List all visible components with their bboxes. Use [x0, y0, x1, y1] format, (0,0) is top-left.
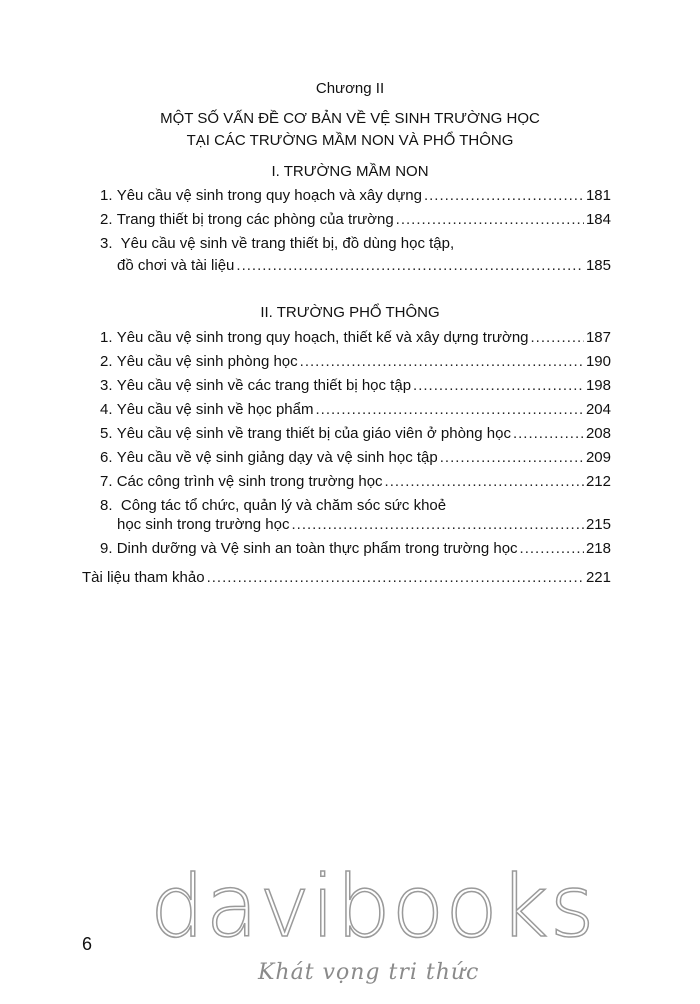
- toc-entry-number: 8.: [100, 497, 113, 514]
- toc-entry-title: Yêu cầu vệ sinh trong quy hoạch và xây dựng: [116, 187, 422, 204]
- toc-entry[interactable]: [100, 353, 611, 370]
- toc-entry-title: học sinh trong trường học: [117, 516, 290, 533]
- toc-entry[interactable]: [117, 516, 611, 533]
- toc-entry-title: Dinh dưỡng và Vệ sinh an toàn thực phẩm trong trường học: [116, 540, 518, 557]
- toc-entry-first-line[interactable]: [100, 235, 454, 252]
- toc-entry[interactable]: [100, 377, 611, 394]
- toc-entry-title: Các công trình vệ sinh trong trường học: [116, 473, 383, 490]
- toc-entry-page: 218: [585, 540, 611, 557]
- dot-leader: [520, 540, 584, 557]
- dot-leader: [300, 353, 584, 370]
- toc-entry-title: Tài liệu tham khảo: [82, 569, 205, 586]
- toc-entry[interactable]: [100, 211, 611, 228]
- toc-entry-number: 5.: [100, 425, 113, 442]
- dot-leader: [236, 257, 584, 274]
- dot-leader: [413, 377, 584, 394]
- toc-entry[interactable]: [100, 449, 611, 466]
- toc-entry[interactable]: [100, 540, 611, 557]
- toc-entry-number: 4.: [100, 401, 113, 418]
- toc-entry-page: 185: [585, 257, 611, 274]
- toc-entry-title: Yêu cầu vệ sinh về các trang thiết bị học tập: [116, 377, 412, 394]
- toc-entry-number: 7.: [100, 473, 113, 490]
- watermark-tagline: Khát vọng tri thức: [258, 960, 480, 985]
- toc-entry[interactable]: [117, 257, 611, 274]
- toc-entry-title: Yêu cầu về vệ sinh giảng dạy và vệ sinh học tập: [116, 449, 438, 466]
- toc-entry-page: 187: [585, 329, 611, 346]
- toc-entry-page: 204: [585, 401, 611, 418]
- toc-entry-number: 2.: [100, 211, 113, 228]
- toc-entry-page: 190: [585, 353, 611, 370]
- toc-entry-number: 1.: [100, 329, 113, 346]
- chapter-title-line-2: TẠI CÁC TRƯỜNG MẦM NON VÀ PHỔ THÔNG: [186, 132, 514, 149]
- toc-entry-page: 209: [585, 449, 611, 466]
- section-title-mam-non: I. TRƯỜNG MẦM NON: [271, 163, 429, 180]
- toc-entry-title-line-1: Công tác tổ chức, quản lý và chăm sóc sức khoẻ: [120, 497, 447, 514]
- toc-entry[interactable]: [100, 329, 611, 346]
- watermark-logo: davibooks: [150, 857, 596, 957]
- dot-leader: [207, 569, 584, 586]
- dot-leader: [315, 401, 583, 418]
- toc-entry-title: Yêu cầu vệ sinh về trang thiết bị của giáo viên ở phòng học: [116, 425, 511, 442]
- toc-entry-number: 2.: [100, 353, 113, 370]
- toc-entry-number: 3.: [100, 235, 113, 252]
- toc-entry-page: 184: [585, 211, 611, 228]
- dot-leader: [531, 329, 584, 346]
- page-number: 6: [82, 934, 93, 954]
- toc-entry-first-line[interactable]: [100, 497, 446, 514]
- toc-entry-references[interactable]: [82, 569, 611, 586]
- chapter-title-line-1: MỘT SỐ VẤN ĐỀ CƠ BẢN VỀ VỆ SINH TRƯỜNG HỌC: [160, 110, 540, 127]
- toc-entry-title: Yêu cầu vệ sinh về học phẩm: [116, 401, 314, 418]
- toc-entry-title: đồ chơi và tài liệu: [117, 257, 235, 274]
- toc-entry-page: 212: [585, 473, 611, 490]
- chapter-title: [0, 108, 700, 152]
- toc-entry-page: 181: [585, 187, 611, 204]
- dot-leader: [440, 449, 584, 466]
- toc-entry-title: Yêu cầu vệ sinh trong quy hoạch, thiết kế và xây dựng trường: [116, 329, 529, 346]
- toc-entry-title: Trang thiết bị trong các phòng của trường: [116, 211, 394, 228]
- toc-entry-number: 3.: [100, 377, 113, 394]
- chapter-label: Chương II: [315, 80, 385, 97]
- toc-entry[interactable]: [100, 473, 611, 490]
- toc-entry-title: Yêu cầu vệ sinh phòng học: [116, 353, 298, 370]
- dot-leader: [385, 473, 584, 490]
- toc-entry-number: 9.: [100, 540, 113, 557]
- toc-entry-page: 215: [585, 516, 611, 533]
- section-title-pho-thong: II. TRƯỜNG PHỔ THÔNG: [260, 304, 440, 321]
- toc-entry[interactable]: [100, 401, 611, 418]
- dot-leader: [291, 516, 583, 533]
- toc-entry-page: 221: [585, 569, 611, 586]
- toc-entry-number: 1.: [100, 187, 113, 204]
- toc-entry[interactable]: [100, 425, 611, 442]
- toc-entry-title-line-1: Yêu cầu vệ sinh về trang thiết bị, đồ dùng học tập,: [120, 235, 455, 252]
- toc-entry-number: 6.: [100, 449, 113, 466]
- dot-leader: [513, 425, 584, 442]
- toc-entry-page: 198: [585, 377, 611, 394]
- toc-entry[interactable]: [100, 187, 611, 204]
- dot-leader: [424, 187, 584, 204]
- toc-entry-page: 208: [585, 425, 611, 442]
- dot-leader: [396, 211, 584, 228]
